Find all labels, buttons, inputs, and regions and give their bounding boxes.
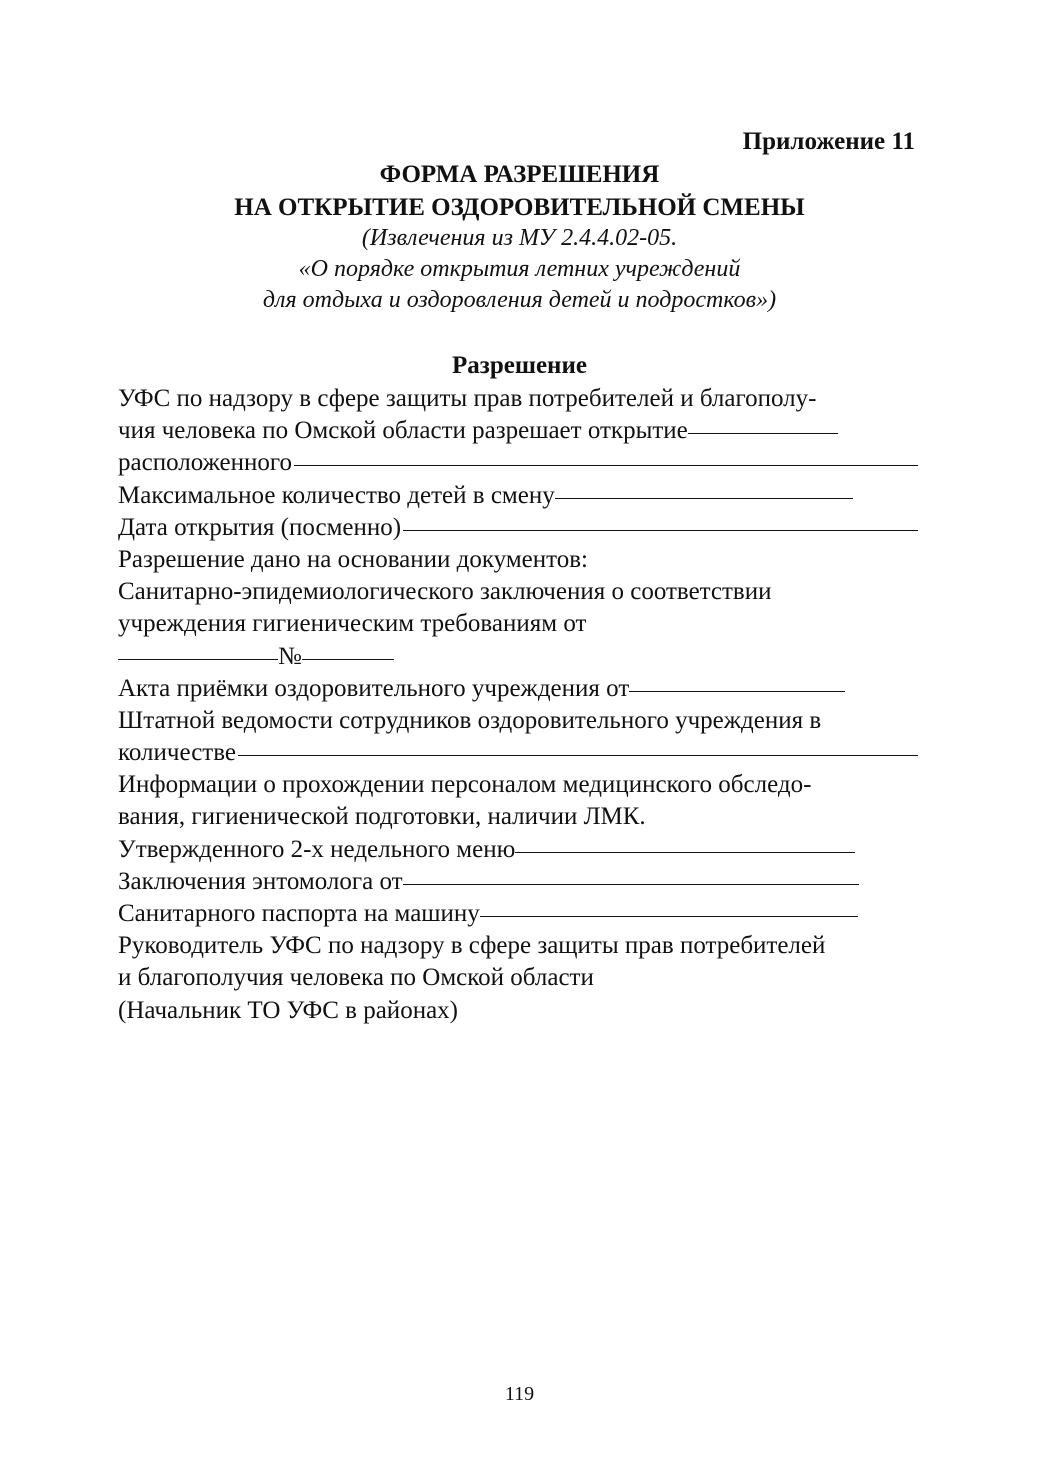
appendix-label: Приложение 11 — [742, 128, 915, 155]
vehicle-passport-blank-line — [480, 915, 858, 917]
number-blank-line — [302, 658, 394, 660]
sanitary-conclusion-text: Санитарно-эпидемиологического заключения о соответствии — [118, 578, 772, 606]
entomologist-field-row — [118, 866, 918, 898]
location-field-label: расположенного — [118, 449, 293, 477]
number-sign: № — [278, 642, 302, 670]
sanitary-conclusion-date-label: учреждения гигиеническим требованиям от — [118, 610, 587, 638]
opening-field-label: чия человека по Омской области разрешает открытие — [118, 417, 688, 445]
entomologist-field-label: Заключения энтомолога от — [118, 867, 403, 895]
menu-field-row — [118, 834, 918, 866]
opening-date-blank-line — [403, 529, 918, 531]
source-note-line: «О порядке открытия летних учреждений — [298, 256, 741, 282]
source-note — [0, 223, 1039, 316]
page-number: 119 — [504, 1383, 535, 1405]
heading-line: ФОРМА РАЗРЕШЕНИЯ — [379, 161, 660, 188]
permit-form-body — [118, 383, 918, 1027]
heading-line: НА ОТКРЫТИЕ ОЗДОРОВИТЕЛЬНОЙ СМЕНЫ — [234, 194, 805, 221]
permit-title: Разрешение — [452, 352, 587, 379]
medical-info-text: Информации о прохождении персоналом медицинского обследо- — [118, 771, 812, 799]
basis-text: Разрешение дано на основании документов: — [118, 545, 588, 573]
source-note-line: для отдыха и оздоровления детей и подростков») — [262, 287, 777, 313]
sanitary-conclusion-number-row — [118, 641, 918, 673]
form-heading — [0, 158, 1039, 224]
menu-field-label: Утвержденного 2-х недельного меню — [118, 835, 516, 863]
signatory-text: Руководитель УФС по надзору в сфере защиты прав потребителей — [118, 932, 826, 960]
entomologist-blank-line — [403, 883, 859, 885]
date-blank-line — [118, 658, 278, 660]
location-field-row — [118, 447, 918, 479]
staff-count-field-label: количестве — [118, 739, 236, 767]
opening-date-field-row — [118, 512, 918, 544]
max-children-field-row — [118, 480, 918, 512]
acceptance-act-field-row — [118, 673, 918, 705]
acceptance-act-blank-line — [629, 690, 845, 692]
menu-blank-line — [515, 851, 855, 853]
staff-list-text: Штатной ведомости сотрудников оздоровительного учреждения в — [118, 706, 822, 734]
source-note-line: (Извлечения из МУ 2.4.4.02-05. — [361, 225, 678, 251]
max-children-field-label: Максимальное количество детей в смену — [118, 481, 555, 509]
opening-date-field-label: Дата открытия (посменно) — [118, 513, 402, 541]
staff-count-field-row — [118, 737, 918, 769]
max-children-blank-line — [555, 497, 853, 499]
intro-text: УФС по надзору в сфере защиты прав потребителей и благополу- — [118, 385, 817, 412]
opening-field-row — [118, 415, 918, 447]
location-blank-line — [294, 464, 918, 466]
opening-blank-line — [688, 432, 838, 434]
signatory-text: и благополучия человека по Омской области — [118, 964, 594, 992]
signatory-text: (Начальник ТО УФС в районах) — [118, 996, 458, 1024]
medical-info-text: вания, гигиенической подготовки, наличии ЛМК. — [118, 803, 646, 831]
staff-count-blank-line — [238, 754, 918, 756]
vehicle-passport-field-label: Санитарного паспорта на машину — [118, 900, 480, 927]
vehicle-passport-field-row — [118, 898, 918, 930]
acceptance-act-field-label: Акта приёмки оздоровительного учреждения от — [118, 674, 630, 702]
